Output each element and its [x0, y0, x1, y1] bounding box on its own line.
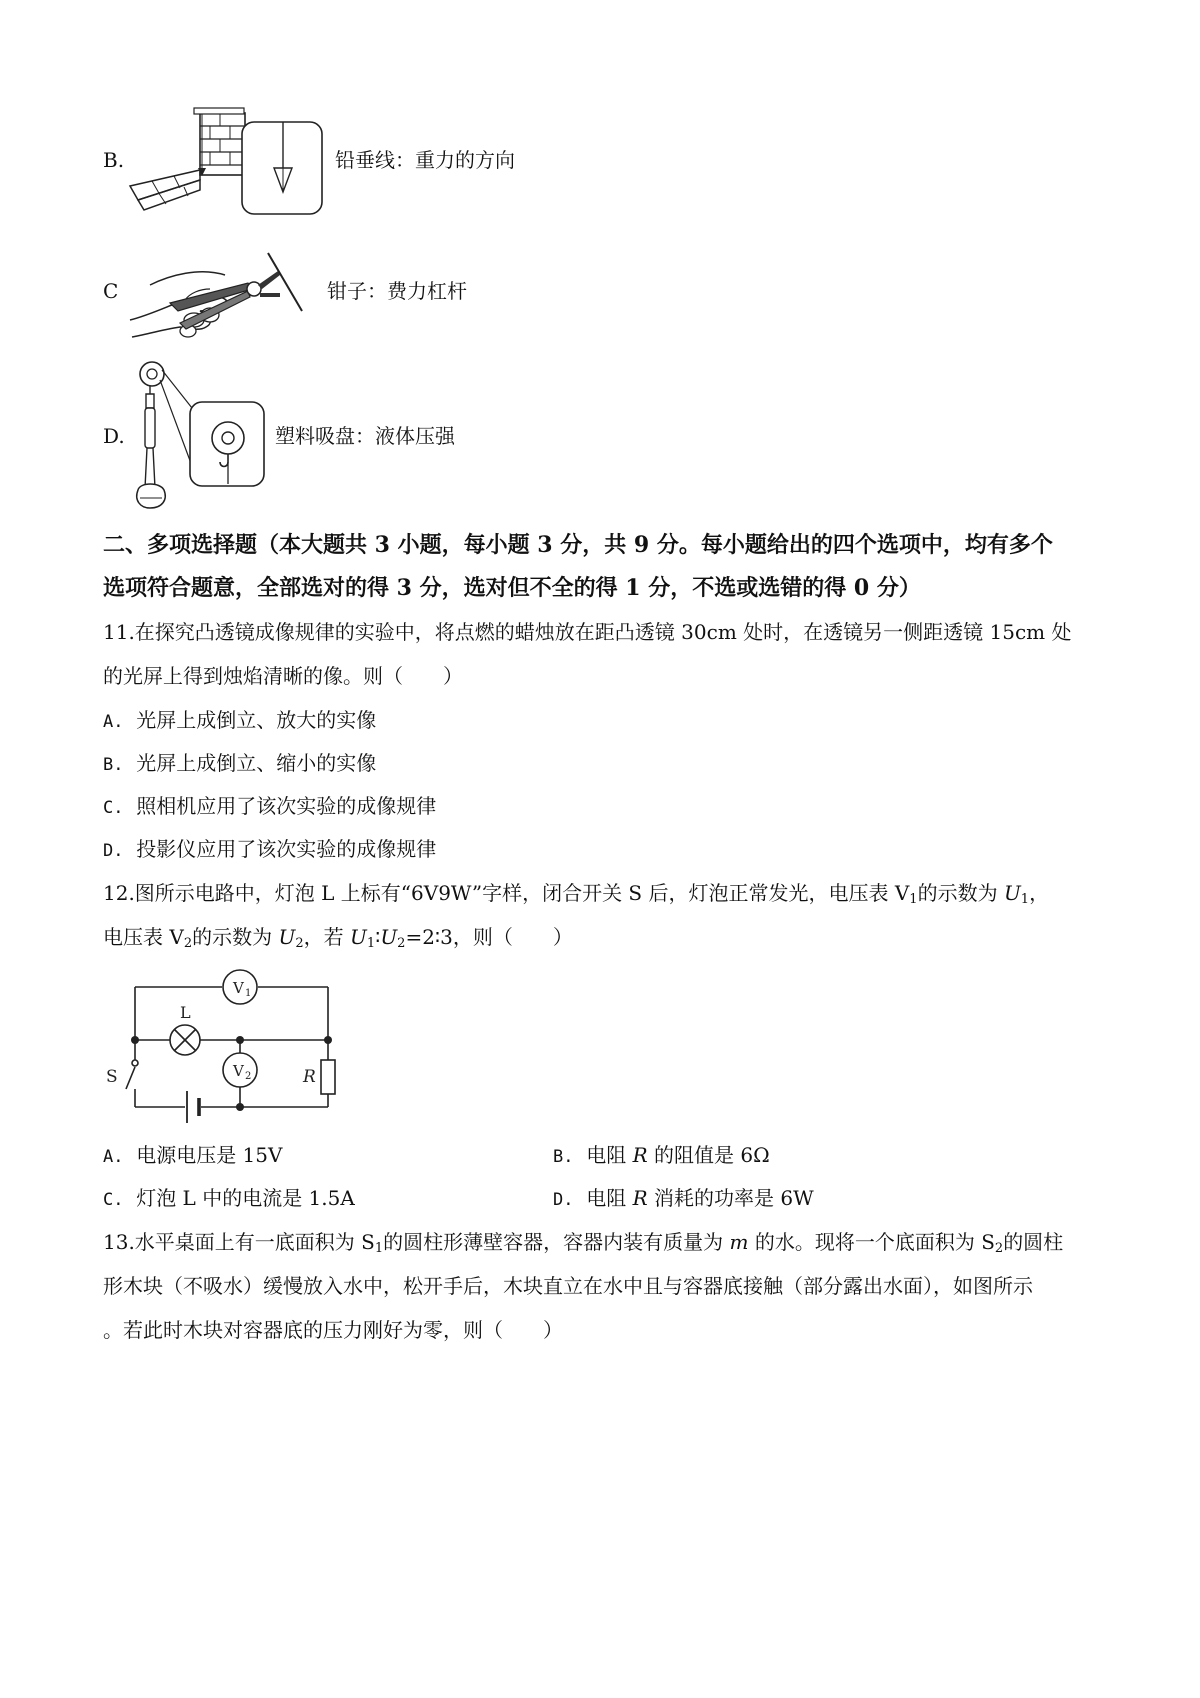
q12-ratio-sub1: 1 — [366, 936, 376, 951]
q12-ratio-sep: ∶ — [375, 925, 381, 949]
q11-stem-line1: 11.在探究凸透镜成像规律的实验中，将点燃的蜡烛放在距凸透镜 30cm 处时，在透镜另一侧距透镜 15cm 处 — [103, 620, 1072, 644]
q13-line1-text-d: 的圆柱 — [1003, 1230, 1064, 1254]
option-d-caption: 塑料吸盘：液体压强 — [275, 424, 455, 448]
q12-line2-text-c: ，若 — [303, 925, 350, 949]
q12-option-c — [103, 1184, 355, 1214]
q11-option-a-letter: A. — [103, 712, 124, 732]
q12-line1-text-b: 的示数为 — [917, 881, 1004, 905]
q11-option-c-text: 照相机应用了该次实验的成像规律 — [136, 794, 437, 818]
q11-option-b-letter: B. — [103, 755, 124, 775]
q12-ratio-sub2: 2 — [397, 936, 406, 951]
q13-stem-line2: 形木块（不吸水）缓慢放入水中，松开手后，木块直立在水中且与容器底接触（部分露出水面），如图所示 — [103, 1274, 1033, 1298]
q12-option-b-var: R — [632, 1143, 648, 1167]
q13-line1-text-b: 的圆柱形薄壁容器，容器内装有质量为 — [383, 1230, 730, 1254]
q12-option-b — [553, 1141, 770, 1171]
q12-line2-var-sub: 2 — [295, 936, 304, 951]
q12-line1-var-sub: 1 — [1020, 892, 1030, 907]
q12-option-c-letter: C. — [103, 1190, 124, 1210]
q12-line1-end: ， — [1029, 881, 1050, 905]
q12-option-d-var: R — [632, 1186, 648, 1210]
q13-stem-line3: 。若此时木块对容器底的压力刚好为零，则（ ） — [103, 1318, 563, 1342]
q12-line2-text-b: 的示数为 — [192, 925, 279, 949]
resistor-label: R — [303, 1067, 316, 1087]
q11-option-d-text: 投影仪应用了该次实验的成像规律 — [136, 837, 437, 861]
option-b-caption: 铅垂线：重力的方向 — [335, 148, 515, 172]
q11-option-b — [103, 749, 376, 779]
q11-option-c-letter: C. — [103, 798, 124, 818]
q12-line1-text: 12.图所示电路中，灯泡 L 上标有“6V9W”字样，闭合开关 S 后，灯泡正常发光，电压表 V — [103, 881, 910, 905]
option-b-letter: B. — [103, 148, 125, 172]
q12-line2-var: U — [278, 925, 296, 949]
q12-stem-line1 — [103, 879, 1049, 907]
q11-option-a — [103, 706, 376, 736]
q12-option-a — [103, 1141, 282, 1171]
q12-line2-sub: 2 — [183, 936, 193, 951]
q12-ratio-var1: U — [349, 925, 367, 949]
q12-option-c-text: 灯泡 L 中的电流是 1.5A — [136, 1186, 355, 1210]
q12-option-a-text: 电源电压是 15V — [136, 1143, 283, 1167]
q12-option-d-text: 电阻 — [586, 1186, 633, 1210]
q11-option-b-text: 光屏上成倒立、缩小的实像 — [136, 751, 377, 775]
q13-line1-sub2: 2 — [994, 1241, 1004, 1256]
v2-sub-label: 2 — [245, 1071, 252, 1082]
q12-option-b-text: 电阻 — [586, 1143, 633, 1167]
q12-ratio-var2: U — [380, 925, 398, 949]
q11-option-c — [103, 792, 436, 822]
q11-option-a-text: 光屏上成倒立、放大的实像 — [136, 708, 377, 732]
q12-option-d-letter: D. — [553, 1190, 574, 1210]
q12-stem-line2 — [103, 923, 573, 951]
q13-stem-line1 — [103, 1228, 1063, 1256]
v1-sub-label: 1 — [245, 988, 252, 999]
switch-label: S — [106, 1067, 118, 1087]
option-c-caption: 钳子：费力杠杆 — [327, 279, 467, 303]
pliers-figure — [130, 245, 310, 345]
suction-cup-figure — [130, 358, 270, 513]
v1-label: V — [233, 979, 244, 997]
q12-option-d — [553, 1184, 814, 1214]
plumb-line-figure — [130, 108, 330, 218]
option-d-letter: D. — [103, 424, 125, 448]
option-c-letter: C — [103, 279, 119, 303]
q12-line1-sub: 1 — [909, 892, 918, 907]
q11-option-d-letter: D. — [103, 841, 124, 861]
q13-line1-var: m — [729, 1230, 749, 1254]
q13-line1-text-c: 的水。现将一个底面积为 S — [748, 1230, 995, 1254]
v2-label: V — [233, 1062, 244, 1080]
q12-circuit-diagram — [100, 965, 340, 1125]
lamp-label: L — [180, 1003, 191, 1022]
q11-option-d — [103, 835, 436, 865]
section2-heading-line2: 选项符合题意，全部选对的得 3 分，选对但不全的得 1 分，不选或选错的得 0 分） — [103, 575, 921, 601]
q12-ratio-val: =2∶3，则（ ） — [405, 925, 573, 949]
q12-option-d-post: 消耗的功率是 6W — [647, 1186, 814, 1210]
q13-line1-sub1: 1 — [374, 1241, 384, 1256]
q12-option-b-letter: B. — [553, 1147, 574, 1167]
q13-line1-text: 13.水平桌面上有一底面积为 S — [103, 1230, 375, 1254]
q12-option-a-letter: A. — [103, 1147, 124, 1167]
q12-line1-var: U — [1003, 881, 1021, 905]
q11-stem-line2: 的光屏上得到烛焰清晰的像。则（ ） — [103, 664, 463, 688]
q12-line2-text: 电压表 V — [103, 925, 184, 949]
q12-option-b-post: 的阻值是 6Ω — [647, 1143, 770, 1167]
section2-heading-line1: 二、多项选择题（本大题共 3 小题，每小题 3 分，共 9 分。每小题给出的四个选项中，均有多个 — [103, 532, 1053, 558]
